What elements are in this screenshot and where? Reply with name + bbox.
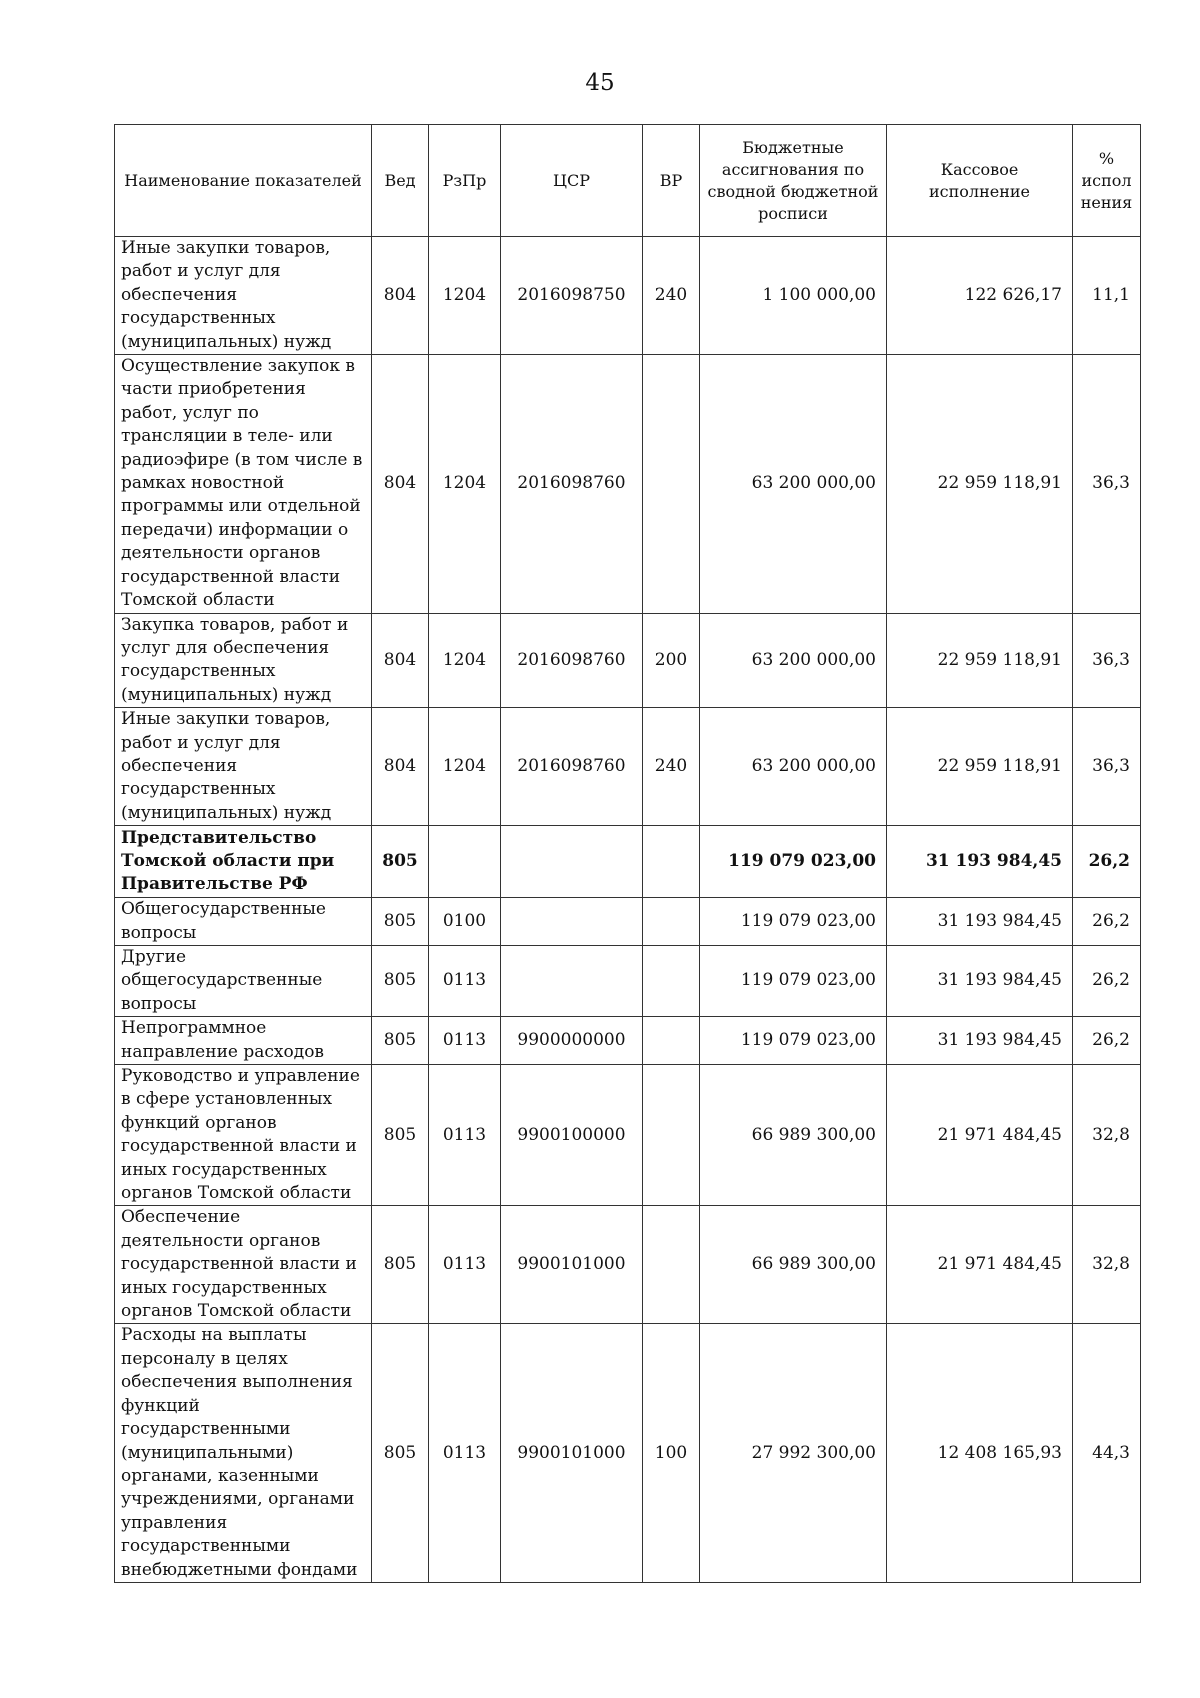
- row-percent: 32,8: [1073, 1065, 1141, 1206]
- row-budget: 63 200 000,00: [700, 708, 887, 826]
- row-rzpr: 1204: [429, 613, 501, 708]
- row-ved: 805: [372, 1065, 429, 1206]
- row-rzpr: 0113: [429, 945, 501, 1016]
- row-cash: 22 959 118,91: [887, 708, 1073, 826]
- budget-execution-table: [114, 124, 1141, 1583]
- table-row-section: [115, 826, 1141, 898]
- header-budget: Бюджетные ассигнования по сводной бюджетной росписи: [700, 125, 887, 237]
- row-budget: 119 079 023,00: [700, 1017, 887, 1065]
- row-csr: 2016098760: [501, 613, 643, 708]
- row-csr: 9900101000: [501, 1324, 643, 1582]
- page-number: 45: [585, 70, 615, 96]
- row-percent: 26,2: [1073, 898, 1141, 946]
- row-cash: 31 193 984,45: [887, 826, 1073, 898]
- row-cash: 31 193 984,45: [887, 1017, 1073, 1065]
- row-ved: 805: [372, 1017, 429, 1065]
- table-row: [115, 898, 1141, 946]
- row-csr: 9900000000: [501, 1017, 643, 1065]
- row-percent: 36,3: [1073, 355, 1141, 613]
- row-budget: 63 200 000,00: [700, 613, 887, 708]
- row-rzpr: [429, 826, 501, 898]
- row-cash: 31 193 984,45: [887, 898, 1073, 946]
- row-name: Представительство Томской области при Правительстве РФ: [115, 826, 372, 898]
- row-rzpr: 1204: [429, 708, 501, 826]
- row-budget: 119 079 023,00: [700, 945, 887, 1016]
- row-percent: 26,2: [1073, 826, 1141, 898]
- row-vr: [643, 1065, 700, 1206]
- row-csr: 9900100000: [501, 1065, 643, 1206]
- row-ved: 804: [372, 708, 429, 826]
- row-rzpr: 1204: [429, 355, 501, 613]
- row-cash: 22 959 118,91: [887, 613, 1073, 708]
- row-cash: 31 193 984,45: [887, 945, 1073, 1016]
- row-budget: 66 989 300,00: [700, 1065, 887, 1206]
- row-vr: 100: [643, 1324, 700, 1582]
- row-budget: 119 079 023,00: [700, 826, 887, 898]
- row-vr: [643, 355, 700, 613]
- row-name: Иные закупки товаров, работ и услуг для обеспечения государственных (муниципальных) нужд: [115, 708, 372, 826]
- table-row: [115, 355, 1141, 613]
- row-csr: [501, 826, 643, 898]
- row-name: Непрограммное направление расходов: [115, 1017, 372, 1065]
- row-vr: [643, 1206, 700, 1324]
- header-vr: ВР: [643, 125, 700, 237]
- row-name: Общегосударственные вопросы: [115, 898, 372, 946]
- row-vr: [643, 826, 700, 898]
- row-cash: 122 626,17: [887, 237, 1073, 355]
- row-name: Осуществление закупок в части приобретения работ, услуг по трансляции в теле- или радиоэфире (в том числе в рамках новостной программы или отдельной передачи) информации о деятельности органов государственной власти Томской области: [115, 355, 372, 613]
- row-budget: 1 100 000,00: [700, 237, 887, 355]
- row-percent: 36,3: [1073, 708, 1141, 826]
- row-csr: [501, 898, 643, 946]
- row-cash: 21 971 484,45: [887, 1206, 1073, 1324]
- table-row: [115, 1324, 1141, 1582]
- row-percent: 11,1: [1073, 237, 1141, 355]
- row-name: Расходы на выплаты персоналу в целях обеспечения выполнения функций государственными (муниципальными) органами, казенными учреждениями, органами управления государственными внебюджетными фондами: [115, 1324, 372, 1582]
- row-name: Иные закупки товаров, работ и услуг для обеспечения государственных (муниципальных) нужд: [115, 237, 372, 355]
- row-ved: 805: [372, 898, 429, 946]
- row-percent: 26,2: [1073, 1017, 1141, 1065]
- row-ved: 805: [372, 826, 429, 898]
- row-budget: 27 992 300,00: [700, 1324, 887, 1582]
- header-rzpr: РзПр: [429, 125, 501, 237]
- table-row: [115, 1065, 1141, 1206]
- table-row: [115, 613, 1141, 708]
- header-percent: % испол нения: [1073, 125, 1141, 237]
- table-header-row: [115, 125, 1141, 237]
- row-vr: [643, 1017, 700, 1065]
- table-row: [115, 1017, 1141, 1065]
- row-budget: 63 200 000,00: [700, 355, 887, 613]
- row-cash: 22 959 118,91: [887, 355, 1073, 613]
- row-budget: 66 989 300,00: [700, 1206, 887, 1324]
- row-ved: 805: [372, 1206, 429, 1324]
- row-csr: [501, 945, 643, 1016]
- row-vr: 240: [643, 708, 700, 826]
- row-percent: 44,3: [1073, 1324, 1141, 1582]
- row-name: Закупка товаров, работ и услуг для обеспечения государственных (муниципальных) нужд: [115, 613, 372, 708]
- row-percent: 36,3: [1073, 613, 1141, 708]
- row-percent: 32,8: [1073, 1206, 1141, 1324]
- row-rzpr: 0113: [429, 1206, 501, 1324]
- row-cash: 12 408 165,93: [887, 1324, 1073, 1582]
- header-csr: ЦСР: [501, 125, 643, 237]
- header-ved: Вед: [372, 125, 429, 237]
- row-name: Другие общегосударственные вопросы: [115, 945, 372, 1016]
- row-vr: 240: [643, 237, 700, 355]
- table-row: [115, 237, 1141, 355]
- row-vr: 200: [643, 613, 700, 708]
- row-name: Руководство и управление в сфере установленных функций органов государственной власти и иных государственных органов Томской области: [115, 1065, 372, 1206]
- row-csr: 2016098760: [501, 355, 643, 613]
- row-ved: 805: [372, 945, 429, 1016]
- row-cash: 21 971 484,45: [887, 1065, 1073, 1206]
- row-rzpr: 1204: [429, 237, 501, 355]
- row-rzpr: 0113: [429, 1324, 501, 1582]
- row-rzpr: 0100: [429, 898, 501, 946]
- row-vr: [643, 898, 700, 946]
- row-budget: 119 079 023,00: [700, 898, 887, 946]
- table-row: [115, 1206, 1141, 1324]
- row-percent: 26,2: [1073, 945, 1141, 1016]
- row-vr: [643, 945, 700, 1016]
- table-row: [115, 708, 1141, 826]
- row-ved: 804: [372, 613, 429, 708]
- row-name: Обеспечение деятельности органов государственной власти и иных государственных органов Томской области: [115, 1206, 372, 1324]
- row-rzpr: 0113: [429, 1065, 501, 1206]
- row-csr: 2016098750: [501, 237, 643, 355]
- table-row: [115, 945, 1141, 1016]
- row-csr: 2016098760: [501, 708, 643, 826]
- header-cash: Кассовое исполнение: [887, 125, 1073, 237]
- header-name: Наименование показателей: [115, 125, 372, 237]
- row-csr: 9900101000: [501, 1206, 643, 1324]
- row-ved: 805: [372, 1324, 429, 1582]
- row-ved: 804: [372, 355, 429, 613]
- row-rzpr: 0113: [429, 1017, 501, 1065]
- row-ved: 804: [372, 237, 429, 355]
